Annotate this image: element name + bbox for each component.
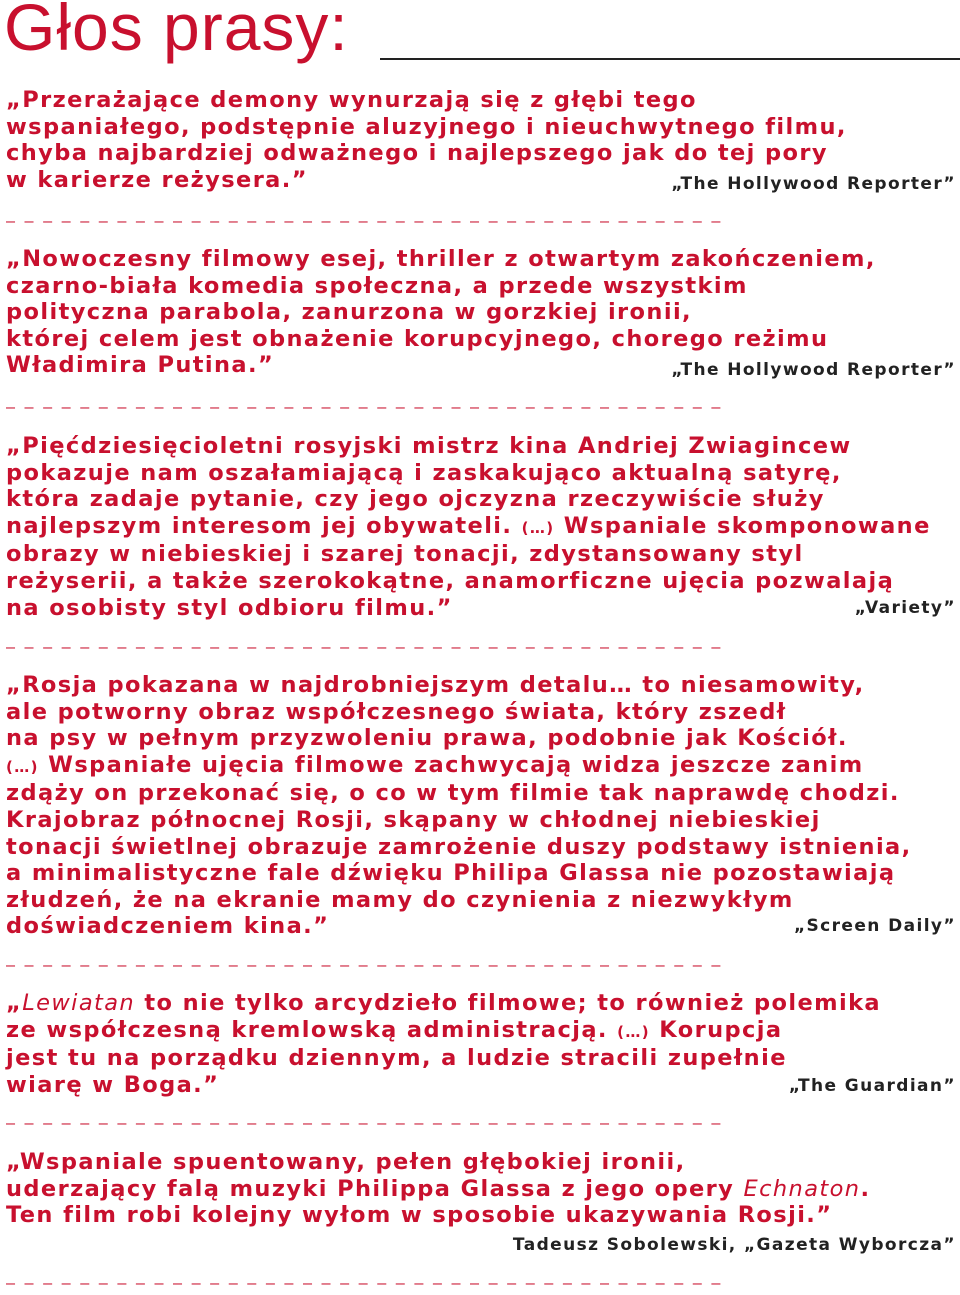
quote-line: na psy w pełnym przyzwoleniu prawa, podobnie jak Kościół. xyxy=(6,725,848,752)
quote-line: chyba najbardziej odważnego i najlepszego jak do tej pory xyxy=(6,140,828,167)
quote-line: a minimalistyczne fale dźwięku Philipa Glassa nie pozostawiają xyxy=(6,860,896,887)
quote-line: tonacji świetlnej obrazuje zamrożenie duszy podstawy istnienia, xyxy=(6,833,912,860)
quote-line: czarno-biała komedia społeczna, a przede wszystkim xyxy=(6,272,748,299)
quote-line: „Przerażające demony wynurzają się z głębi tego xyxy=(6,87,697,113)
quote-line: Wspaniale skomponowane xyxy=(563,512,931,539)
quote-line: „Wspaniale spuentowany, pełen głębokiej ironii, xyxy=(6,1149,686,1175)
ellipsis-note: (…) xyxy=(521,518,555,537)
quote-line: Ten film robi kolejny wyłom w sposobie ukazywania Rosji.” xyxy=(6,1202,833,1229)
quote-line: pokazuje nam oszałamiającą i zaskakująco aktualną satyrę, xyxy=(6,459,842,486)
page-title: Głos prasy: xyxy=(4,0,349,64)
quote-line: ze współczesną kremlowską administracją. xyxy=(6,1016,608,1043)
quote-line: jest tu na porządku dziennym, a ludzie stracili zupełnie xyxy=(6,1045,787,1072)
divider: — — — — — — — — — — — — — — — — — — — — — — — — — — — — — — — — — — — — — — — xyxy=(6,398,721,416)
quote-1-source: „The Hollywood Reporter” xyxy=(671,174,956,194)
quote-line: w karierze reżysera.” xyxy=(6,166,308,193)
title-underline xyxy=(380,58,960,60)
quote-line: której celem jest obnażenie korupcyjnego, chorego reżimu xyxy=(6,325,829,352)
quote-line: ale potworny obraz współczesnego świata, który zszedł xyxy=(6,698,787,725)
divider: — — — — — — — — — — — — — — — — — — — — — — — — — — — — — — — — — — — — — — — xyxy=(6,212,721,230)
quote-line: na osobisty styl odbioru filmu.” xyxy=(6,594,453,621)
quote-line: złudzeń, że na ekranie mamy do czynienia z niezwykłym xyxy=(6,886,794,913)
quote-line: polityczna parabola, zanurzona w gorzkiej ironii, xyxy=(6,299,692,326)
quote-line: która zadaje pytanie, czy jego ojczyzna rzeczywiście służy xyxy=(6,486,825,513)
ellipsis-note: (…) xyxy=(617,1022,651,1041)
quote-line: doświadczeniem kina.” xyxy=(6,913,330,940)
quote-line: to nie tylko arcydzieło filmowe; to również polemika xyxy=(135,990,882,1016)
quote-line: obrazy w niebieskiej i szarej tonacji, zdystansowany styl xyxy=(6,541,804,568)
quote-line: „Pięćdziesięcioletni rosyjski mistrz kina Andriej Zwiagincew xyxy=(6,433,852,459)
quote-3 xyxy=(6,433,956,621)
quote-line: Wspaniałe ujęcia filmowe zachwycają widza jeszcze zanim xyxy=(48,751,864,778)
divider: — — — — — — — — — — — — — — — — — — — — — — — — — — — — — — — — — — — — — — — xyxy=(6,956,721,974)
divider: — — — — — — — — — — — — — — — — — — — — — — — — — — — — — — — — — — — — — — — xyxy=(6,638,721,656)
divider: — — — — — — — — — — — — — — — — — — — — — — — — — — — — — — — — — — — — — — — xyxy=(6,1114,721,1132)
quote-line: reżyserii, a także szerokokątne, anamorficzne ujęcia pozwalają xyxy=(6,567,895,594)
quote-line: najlepszym interesom jej obywateli. xyxy=(6,512,513,539)
opera-title: Echnaton xyxy=(743,1175,861,1202)
quote-6-source: Tadeusz Sobolewski, „Gazeta Wyborcza” xyxy=(512,1235,956,1255)
quote-line: Władimira Putina.” xyxy=(6,352,275,379)
quote-line: Krajobraz północnej Rosji, skąpany w chłodnej niebieskiej xyxy=(6,806,821,833)
quote-6 xyxy=(6,1149,956,1229)
quote-3-source: „Variety” xyxy=(854,598,956,618)
quote-line: „Nowoczesny filmowy esej, thriller z otwartym zakończeniem, xyxy=(6,246,876,272)
quote-5-source: „The Guardian” xyxy=(788,1076,956,1096)
quote-line: wspaniałego, podstępnie aluzyjnego i nieuchwytnego filmu, xyxy=(6,113,847,140)
divider: — — — — — — — — — — — — — — — — — — — — — — — — — — — — — — — — — — — — — — — xyxy=(6,1274,721,1292)
quote-4-source: „Screen Daily” xyxy=(793,916,956,936)
quote-line: Korupcja xyxy=(659,1016,783,1043)
quote-line: „Rosja pokazana w najdrobniejszym detalu… to niesamowity, xyxy=(6,672,865,698)
quote-open-mark: „ xyxy=(6,990,23,1016)
film-title: Lewiatan xyxy=(22,990,136,1016)
quote-line: zdąży on przekonać się, o co w tym filmie tak naprawdę chodzi. xyxy=(6,780,900,807)
quote-line-end: . xyxy=(860,1175,871,1202)
quote-4 xyxy=(6,672,956,940)
ellipsis-note: (…) xyxy=(6,757,39,776)
quote-2-source: „The Hollywood Reporter” xyxy=(671,360,956,380)
quote-line: uderzający falą muzyki Philippa Glassa z jego opery xyxy=(6,1175,735,1202)
quote-line: wiarę w Boga.” xyxy=(6,1071,220,1098)
